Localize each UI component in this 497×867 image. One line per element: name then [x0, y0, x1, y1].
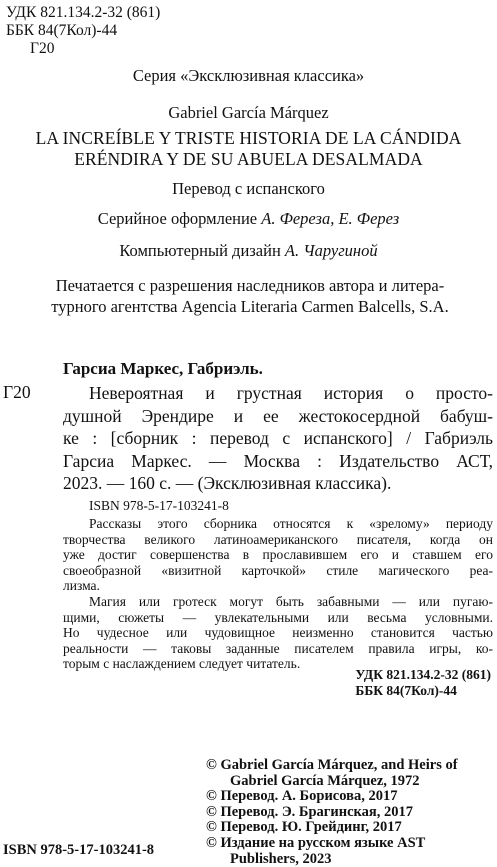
copyright-line: Publishers, 2023: [230, 850, 332, 867]
isbn-inline: ISBN 978-5-17-103241-8: [89, 498, 229, 513]
bottom-classification-codes: [355, 667, 491, 698]
series-design-prefix: Серийное оформление: [97, 209, 262, 228]
bbk-code: ББК 84(7Кол)-44: [6, 22, 118, 39]
copyright-block: [206, 758, 458, 867]
copyright-line: © Перевод. Э. Брагинская, 2017: [206, 803, 414, 820]
abstract-line: торым с наслаждением следует читатель.: [63, 656, 301, 672]
abstract-line: Магия или гротеск могут быть забавными — или пугаю-: [89, 593, 493, 609]
abstract-line: щими, сюжеты — увлекательными или весьма условными.: [63, 609, 493, 625]
biblio-line: Невероятная и грустная история о просто-: [89, 383, 493, 403]
abstract-line: реальности — таковы заданные писателем правила игры, ко-: [63, 640, 493, 656]
series-design-names: А. Фереза, Е. Ферез: [261, 209, 400, 228]
bbk-code-bottom: ББК 84(7Кол)-44: [355, 682, 457, 698]
author-heading: Гарсиа Маркес, Габриэль.: [63, 359, 263, 378]
biblio-line: 2023. — 160 с. — (Эксклюзивная классика).: [63, 473, 392, 493]
abstract-line: творчества великого латиноамериканского писателя, когда он: [63, 531, 493, 547]
copyright-line: © Gabriel García Márquez, and Heirs of: [206, 757, 458, 773]
top-classification-codes: [6, 4, 160, 58]
copyright-line: Gabriel García Márquez, 1972: [230, 772, 420, 789]
bibliographic-description: [63, 382, 493, 495]
series-design-credit: [0, 209, 497, 229]
abstract: [63, 516, 493, 672]
biblio-line: душной Эрендире и ее жестокосердной бабуш-: [63, 405, 493, 426]
udk-code-bottom: УДК 821.134.2-32 (861): [355, 667, 491, 682]
abstract-line: Но чудесное или чудовищное неизменно становится частью: [63, 625, 493, 641]
permission-notice: [6, 275, 494, 317]
computer-design-prefix: Компьютерный дизайн: [119, 241, 285, 260]
author-mark-code: Г20: [30, 40, 55, 57]
copyright-line: © Перевод. Ю. Грейдинг, 2017: [206, 819, 402, 836]
copyright-line: © Перевод. А. Борисова, 2017: [206, 788, 398, 805]
abstract-line: Рассказы этого сборника относятся к «зрелому» периоду: [89, 516, 493, 531]
abstract-line: уже достиг совершенства в прославившем его и ставшем его: [63, 547, 493, 563]
biblio-line: ке : [сборник : перевод с испанского] / Габриэль: [63, 428, 493, 448]
computer-design-credit: [0, 241, 497, 261]
original-author: Gabriel García Márquez: [168, 103, 329, 122]
original-title-line-1: LA INCREÍBLE Y TRISTE HISTORIA DE LA CÁNDIDA: [35, 128, 462, 148]
permission-line-1: Печатается с разрешения наследников автора и литера-: [55, 276, 445, 295]
series-name: Серия «Эксклюзивная классика»: [132, 66, 365, 85]
permission-line-2: турного агентства Agencia Literaria Carmen Balcells, S.A.: [51, 297, 449, 316]
author-mark: Г20: [3, 382, 31, 402]
udk-code: УДК 821.134.2-32 (861): [6, 4, 161, 21]
abstract-line: лизма.: [63, 578, 100, 594]
computer-design-name: А. Чаругиной: [284, 241, 378, 260]
isbn-bottom: ISBN 978-5-17-103241-8: [3, 842, 155, 858]
biblio-line: Гарсиа Маркес. — Москва : Издательство АСТ,: [63, 450, 493, 471]
translation-note: Перевод с испанского: [172, 179, 325, 198]
copyright-line: © Издание на русском языке AST: [206, 834, 426, 851]
original-title-line-2: ERÉNDIRA Y DE SU ABUELA DESALMADA: [74, 149, 423, 169]
abstract-line: своеобразной «визитной карточкой» стиле магического реа-: [63, 562, 493, 578]
